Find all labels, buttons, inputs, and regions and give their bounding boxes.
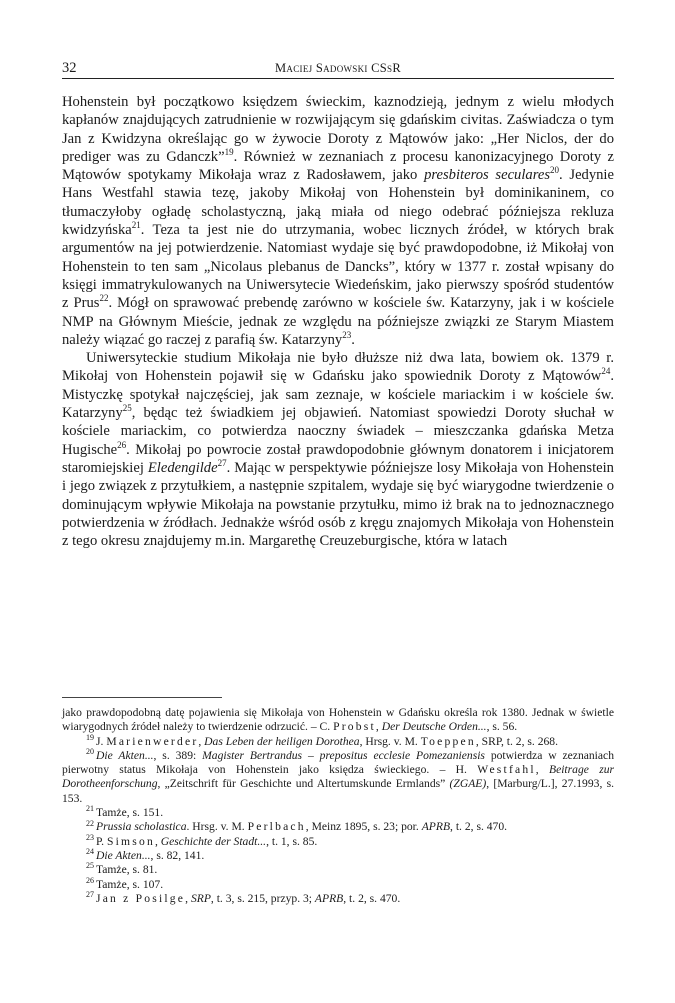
text-run: Tamże, s. 151. (96, 806, 164, 820)
page-number: 32 (62, 60, 77, 76)
italic-term: presbiteros seculares (424, 167, 550, 184)
italic-abbrev: SRP (190, 891, 211, 905)
text-run: . Mikołaj po powrocie został prawdopodobnie głównym donatorem i inicjatorem staromiejskiej (62, 441, 614, 476)
text-run: . (351, 331, 355, 348)
footnote-ref-26[interactable]: 26 (117, 439, 127, 450)
text-run: , t. 1, s. 85. (266, 834, 318, 848)
footnote-ref-24[interactable]: 24 (601, 366, 611, 377)
text-run: P. (96, 834, 107, 848)
footnote-20 (62, 749, 614, 806)
text-run: Uniwersyteckie studium Mikołaja nie było dłuższe niż dwa lata, bowiem ok. 1379 r. Mikołaj von Hohenstein pojawił się w Gdańsku jako spowiednik Doroty z Mątowów (62, 350, 614, 385)
text-run: , s. 82, 141. (150, 848, 205, 862)
footnote-number: 20 (86, 747, 94, 757)
footnote-number: 23 (86, 832, 94, 842)
text-run: , t. 3, s. 215, przyp. 3; (210, 891, 315, 905)
text-run: Hohenstein był początkowo księdzem świeckim, kaznodzieją, jednym z wielu młodych kapłanów znajdujących zatrudnienie w rozwijającym się gdańskim civitas. Zaświadcza o tym Jan z Kwidzyna określając go w żywocie Doroty z Mątowów jako: „Her Niclos, der do prediger was zu Gdanczk” (62, 94, 614, 165)
text-run: . Mógł on sprawować prebendę zarówno w kościele św. Katarzyny, jak i w kościele NMP na Głównym Mieście, jednak ze względu na późniejsze związki ze Starym Miastem należy wiązać go raczej z parafią św. Katarzyny (62, 295, 614, 348)
footnote-ref-19[interactable]: 19 (224, 147, 234, 158)
running-head: Maciej Sadowski CSsR (275, 61, 401, 75)
text-run: . Również w zeznaniach z procesu kanonizacyjnego Doroty z Mątowów spotykamy Mikołaja wraz z Radosławem, jako (62, 148, 614, 184)
text-run: , SRP, t. 2, s. 268. (475, 734, 558, 748)
italic-title: Prussia scholastica (96, 820, 187, 834)
text-run: jako prawdopodobną datę pojawienia się Mikołaja von Hohenstein w Gdańsku określa rok 1380. Jednak w świetle wiarygodnych źródeł należy to twierdzenie odrzucić. – C. (62, 706, 614, 734)
text-run: potwierdza w zeznaniach pierwotny status Mikołaja von Hohenstein jako księdza świeckiego. – H. (62, 748, 614, 777)
italic-title: Beitrage zur Dorotheenforschung (62, 763, 615, 791)
text-run: . Teza ta jest nie do utrzymania, wobec licznych źródeł, w których brak argumentów na jej potwierdzenie. Natomiast wydaje się być prawdopodobne, iż Mikołaj von Hohenstein to ten sam „Nicolaus plebanus de Dancks”, który w 1377 r. został wpisany do księgi immatrykulowanych na Uniwersytecie Wiedeńskim, jako pierwszy spośród studentów z Prus (62, 222, 614, 312)
text-run: J. (96, 734, 107, 748)
text-run: , (198, 734, 205, 748)
italic-abbrev: (ZGAE) (449, 777, 487, 791)
footnote-ref-23[interactable]: 23 (342, 330, 352, 340)
text-run: Tamże, s. 81. (96, 863, 158, 877)
text-run: , (375, 720, 382, 734)
text-run: , (535, 763, 549, 777)
author-name: Jan z Posilge (96, 891, 186, 905)
italic-abbrev: APRB (314, 891, 344, 905)
text-run: , Hrsg. v. M. (359, 734, 421, 748)
author-name: Perlbach (247, 820, 306, 834)
text-run: . Mając w perspektywie późniejsze losy Mikołaja von Hohenstein i jego związek z przytułkiem, a następnie szpitalem, wydaje się być wiarygodne twierdzenie o dominującym wpływie Mikołaja na powstanie przytułku, mimo iż brak na to jednoznacznego potwierdzenia w źródłach. Jednakże wśród osób z kręgu znajomych Mikołaja von Hohenstein z tego okresu znajdujemy m.in. Margarethę Creuzeburgische, która w latach (62, 459, 614, 550)
italic-term: Eledengilde (147, 459, 218, 476)
text-run: , będąc też świadkiem jej objawień. Natomiast spowiedzi Doroty słuchał w kościele mariackim, co potwierdza naoczny świadek – mieszczanka gdańska Metza Hugische (62, 405, 614, 458)
footnote-ref-25[interactable]: 25 (122, 403, 132, 414)
footnote-number: 27 (86, 890, 94, 899)
text-run: . Jedynie Hans Westfahl stawia tezę, jakoby Mikołaj von Hohenstein był dominikaninem, co tłumaczyłoby ogładę scholastyczną, jaką miała od niego odebrać późniejsza rekluza kwidzyńska (62, 167, 614, 239)
italic-title: Das Leben der heiligen Dorothea (204, 734, 360, 748)
italic-title: Geschichte der Stadt... (160, 834, 267, 848)
italic-abbrev: APRB (421, 820, 451, 834)
footnote-number: 24 (86, 847, 94, 857)
footnote-23 (62, 832, 614, 849)
footnote-ref-27[interactable]: 27 (217, 458, 227, 469)
footnote-ref-21[interactable]: 21 (131, 220, 141, 231)
text-run: , (154, 834, 161, 848)
footnote-number: 21 (86, 804, 94, 814)
text-run: , (185, 891, 191, 905)
footnote-22 (62, 820, 614, 834)
text-run: Tamże, s. 107. (96, 877, 164, 891)
footnote-continuation (62, 706, 614, 735)
body-text (62, 93, 614, 550)
italic-title: Die Akten... (96, 848, 151, 862)
text-run: . Mistyczkę spotykał najczęściej, jak sam zeznaje, w kościele mariackim i w kościele św. Katarzyny (62, 368, 614, 422)
text-run: . Hrsg. v. M. (186, 820, 248, 834)
text-run: , Meinz 1895, s. 23; por. (305, 820, 422, 834)
footnote-27 (62, 892, 614, 906)
footnote-ref-20[interactable]: 20 (550, 165, 559, 176)
footnotes (62, 706, 614, 906)
paragraph-2 (62, 349, 614, 550)
italic-title: Die Akten... (96, 748, 154, 762)
author-name: Toeppen (420, 734, 476, 748)
footnote-ref-22[interactable]: 22 (99, 293, 109, 304)
text-run: , s. 389: (153, 748, 203, 762)
author-name: Probst (333, 720, 376, 734)
footnote-number: 25 (86, 861, 94, 871)
footnote-divider (62, 697, 222, 698)
footnote-number: 19 (86, 732, 94, 742)
text-run: , „Zeitschrift für Geschichte und Altertumskunde Ermlands” (157, 777, 450, 791)
footnote-number: 26 (86, 875, 94, 885)
text-run: , s. 56. (486, 720, 518, 734)
footnote-25 (62, 863, 614, 877)
italic-title: Der Deutsche Orden... (381, 720, 487, 734)
footnote-26 (62, 875, 614, 892)
footnote-19 (62, 732, 614, 749)
text-run: , t. 2, s. 470. (343, 891, 401, 905)
footnote-21 (62, 806, 614, 820)
author-name: Marienwerder (106, 734, 199, 748)
footnote-number: 22 (86, 818, 94, 828)
page-header (62, 60, 614, 79)
text-run: , t. 2, s. 470. (450, 820, 508, 834)
author-name: Westfahl (477, 763, 536, 777)
author-name: Simson (106, 834, 155, 848)
italic-quote: Magister Bertrandus – prepositus ecclesie Pomezaniensis (202, 748, 485, 762)
text-run: , [Marburg/L.], 27.1993, s. 153. (62, 777, 614, 805)
footnote-24 (62, 849, 614, 863)
paragraph-1 (62, 93, 614, 349)
